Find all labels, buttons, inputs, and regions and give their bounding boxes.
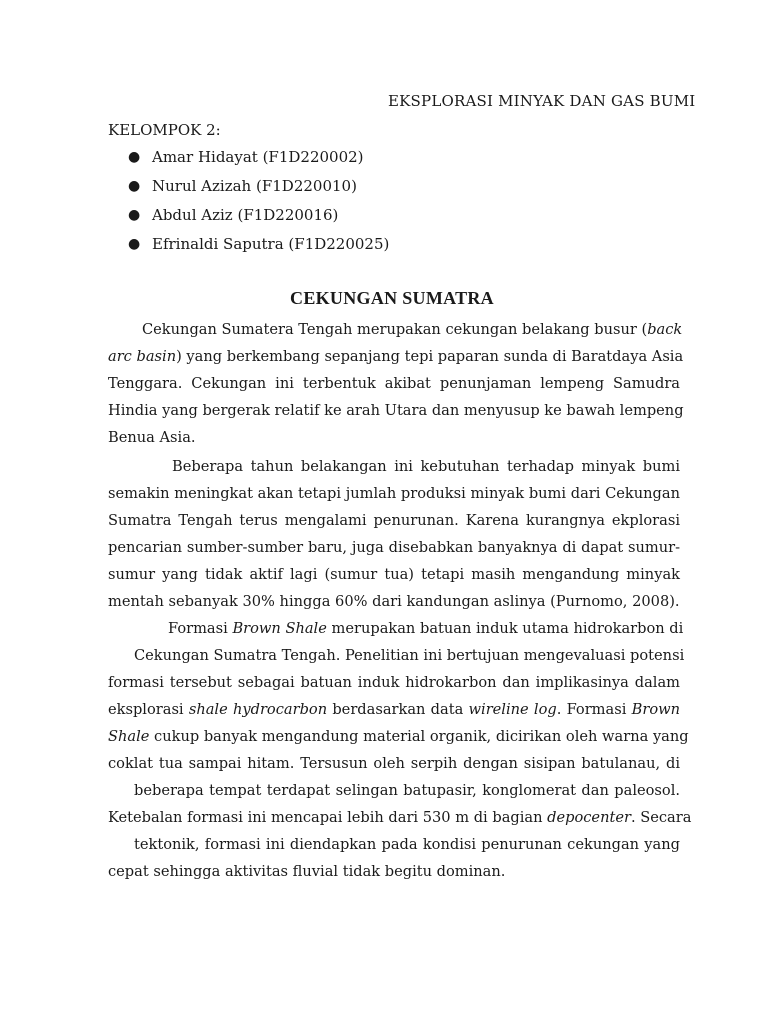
italic-term: shale hydrocarbon <box>188 701 328 718</box>
text-run: ) yang berkembang sepanjang tepi paparan sunda di Baratdaya Asia <box>176 348 684 365</box>
member-name: Efrinaldi Saputra (F1D220025) <box>152 235 390 253</box>
paragraph-line <box>108 723 689 750</box>
member-list <box>108 147 389 263</box>
member-name: Amar Hidayat (F1D220002) <box>152 148 364 166</box>
text-run: . Secara <box>630 809 692 826</box>
italic-term: depocenter <box>547 809 631 826</box>
bullet-icon: ● <box>128 236 141 252</box>
text-run: eksplorasi <box>108 701 189 718</box>
italic-term: arc basin <box>108 348 177 365</box>
italic-term: Shale <box>108 728 150 745</box>
italic-term: wireline log <box>468 701 557 718</box>
paragraph-line <box>108 696 680 723</box>
paragraph-2 <box>108 453 680 615</box>
paragraph-line: tektonik, formasi ini diendapkan pada kondisi penurunan cekungan yang <box>134 836 680 853</box>
bullet-icon: ● <box>128 149 141 165</box>
text-run: . Formasi <box>556 701 632 718</box>
member-item <box>108 205 389 234</box>
member-item <box>108 176 389 205</box>
italic-term: Brown Shale <box>232 620 327 637</box>
paragraph-line: Sumatra Tengah terus mengalami penurunan. Karena kurangnya ekplorasi <box>108 512 680 529</box>
paragraph-line: Cekungan Sumatra Tengah. Penelitian ini bertujuan mengevaluasi potensi <box>134 647 685 664</box>
course-title: EKSPLORASI MINYAK DAN GAS BUMI <box>388 92 696 110</box>
text-run: Formasi <box>168 620 233 637</box>
italic-term: back <box>647 321 683 338</box>
paragraph-line: beberapa tempat terdapat selingan batupasir, konglomerat dan paleosol. <box>134 782 680 799</box>
paragraph-line: formasi tersebut sebagai batuan induk hidrokarbon dan implikasinya dalam <box>108 674 680 691</box>
paragraph-1 <box>108 316 684 451</box>
paragraph-line: coklat tua sampai hitam. Tersusun oleh serpih dengan sisipan batulanau, di <box>108 755 680 772</box>
text-run: Ketebalan formasi ini mencapai lebih dari 530 m di bagian <box>108 809 548 826</box>
text-run: Cekungan Sumatera Tengah merupakan cekungan belakang busur ( <box>142 321 648 338</box>
paragraph-line: Tenggara. Cekungan ini terbentuk akibat penunjaman lempeng Samudra <box>108 375 680 392</box>
group-label: KELOMPOK 2: <box>108 121 221 139</box>
paragraph-line: Hindia yang bergerak relatif ke arah Utara dan menyusup ke bawah lempeng <box>108 402 684 419</box>
section-heading: CEKUNGAN SUMATRA <box>290 288 494 308</box>
text-run: berdasarkan data <box>327 701 469 718</box>
paragraph-line: sumur yang tidak aktif lagi (sumur tua) tetapi masih mengandung minyak <box>108 566 680 583</box>
paragraph-line: Beberapa tahun belakangan ini kebutuhan terhadap minyak bumi <box>172 458 680 475</box>
paragraph-line: mentah sebanyak 30% hingga 60% dari kandungan aslinya (Purnomo, 2008). <box>108 593 680 610</box>
text-run: merupakan batuan induk utama hidrokarbon di <box>326 620 684 637</box>
member-name: Nurul Azizah (F1D220010) <box>152 177 357 195</box>
paragraph-line: cepat sehingga aktivitas fluvial tidak begitu dominan. <box>108 863 506 880</box>
member-item <box>108 147 389 176</box>
bullet-icon: ● <box>128 178 141 194</box>
member-item <box>108 234 389 263</box>
paragraph-3 <box>108 615 692 885</box>
paragraph-line: Benua Asia. <box>108 429 196 446</box>
member-name: Abdul Aziz (F1D220016) <box>152 206 339 224</box>
paragraph-line <box>108 316 683 343</box>
paragraph-line: pencarian sumber-sumber baru, juga disebabkan banyaknya di dapat sumur- <box>108 539 680 556</box>
italic-term: Brown <box>631 701 681 718</box>
bullet-icon: ● <box>128 207 141 223</box>
paragraph-line <box>108 804 692 831</box>
text-run: cukup banyak mengandung material organik, dicirikan oleh warna yang <box>149 728 689 745</box>
paragraph-line: semakin meningkat akan tetapi jumlah produksi minyak bumi dari Cekungan <box>108 485 680 502</box>
paragraph-line <box>108 615 684 642</box>
paragraph-line <box>108 343 684 370</box>
